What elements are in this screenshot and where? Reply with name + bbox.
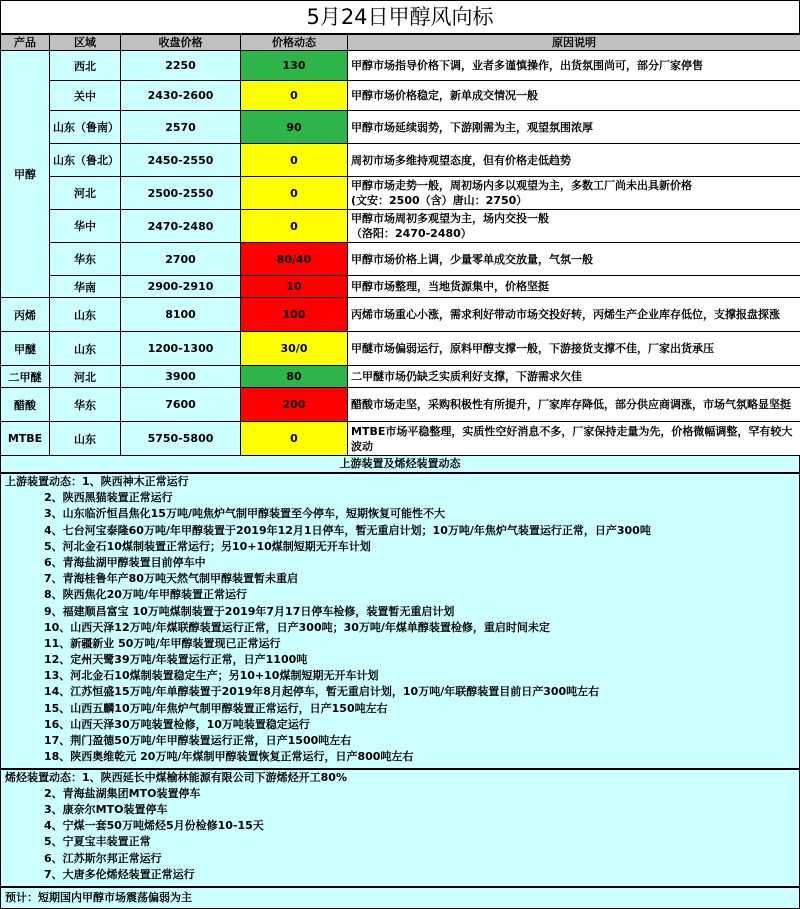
list-item: 8、陕西焦化20万吨/年甲醇装置正常运行 [44, 588, 247, 602]
list-item: 5、宁夏宝丰装置正常 [44, 835, 151, 849]
table-row [1, 111, 800, 144]
price-cell: 2570 [121, 111, 241, 144]
table-row [1, 298, 800, 332]
list-item: 4、七台河宝泰隆60万吨/年甲醇装置于2019年12月1日停车，暂无重启计划；10万吨/年焦炉气装置运行正常，日产300吨 [44, 523, 651, 537]
price-cell: 2700 [121, 243, 241, 276]
list-item: 6、江苏斯尔邦正常运行 [44, 851, 162, 865]
price-cell: 3900 [121, 366, 241, 388]
list-item: 17、荆门盈德50万吨/年甲醇装置运行正常，日产1500吨左右 [44, 734, 352, 747]
list-item: 2、陕西黑猫装置正常运行 [44, 491, 173, 505]
section-title: 上游装置及烯烃装置动态 [0, 455, 800, 473]
region-cell: 山东（鲁南） [50, 111, 121, 144]
price-cell: 7600 [121, 388, 241, 422]
reason-cell [348, 210, 800, 243]
reason-line: 甲醇市场走势一般，周初场内多以观望为主，多数工厂尚未出具新价格 [351, 179, 692, 192]
price-cell: 1200-1300 [121, 332, 241, 366]
change-cell: 0 [241, 210, 348, 243]
reason-cell: 醋酸市场走坚，采购积极性有所提升，厂家库存降低，部分供应商调涨，市场气氛略显坚挺 [348, 388, 800, 422]
price-cell: 2900-2910 [121, 276, 241, 298]
reason-line: (文安：2500（含）唐山：2750） [351, 194, 528, 207]
table-row [1, 243, 800, 276]
list-item: 13、河北金石10煤制装置稳定生产；另10+10煤制短期无开车计划 [44, 669, 379, 683]
price-cell: 2450-2550 [121, 144, 241, 177]
change-cell: 0 [241, 177, 348, 210]
list-item: 12、定州天鹭39万吨/年装置运行正常，日产1100吨 [44, 653, 308, 667]
page-title: 5月24日甲醇风向标 [0, 0, 800, 34]
olefin-head: 烯烃装置动态：1、陕西延长中煤榆林能源有限公司下游烯烃开工80% [5, 770, 347, 784]
reason-cell: 甲醚市场偏弱运行，原料甲醇支撑一般，下游接货支撑不佳，厂家出货承压 [348, 332, 800, 366]
region-cell: 华中 [50, 210, 121, 243]
change-cell: 10 [241, 276, 348, 298]
reason-cell: 甲醇市场价格稳定，新单成交情况一般 [348, 81, 800, 111]
region-cell: 华南 [50, 276, 121, 298]
table-row [1, 177, 800, 210]
change-cell: 0 [241, 144, 348, 177]
forecast-text: 预计：短期国内甲醇市场震荡偏弱为主 [0, 887, 800, 909]
olefin-status-box [0, 769, 800, 887]
upstream-head: 上游装置动态：1、陕西神木正常运行 [5, 475, 189, 488]
table-row [1, 422, 800, 456]
price-cell: 8100 [121, 298, 241, 332]
region-cell: 山东 [50, 422, 121, 456]
product-cell: 甲醇 [1, 51, 50, 298]
region-cell: 关中 [50, 81, 121, 111]
header-region: 区域 [50, 35, 121, 51]
price-cell: 2500-2550 [121, 177, 241, 210]
reason-cell: 甲醇市场指导价格下调，业者多谨慎操作，出货氛围尚可，部分厂家停售 [348, 51, 800, 81]
list-item: 3、山东临沂恒昌焦化15万吨/吨焦炉气制甲醇装置至今停车，短期恢复可能性不大 [44, 507, 445, 521]
region-cell: 山东 [50, 332, 121, 366]
list-item: 15、山西五麟10万吨/年焦炉气制甲醇装置正常运行，日产150吨左右 [44, 701, 388, 715]
table-row [1, 144, 800, 177]
region-cell: 西北 [50, 51, 121, 81]
product-cell: 醋酸 [1, 388, 50, 422]
change-cell: 90 [241, 111, 348, 144]
list-item: 6、青海盐湖甲醇装置目前停车中 [44, 555, 206, 569]
reason-cell: 甲醇市场延续弱势，下游刚需为主，观望氛围浓厚 [348, 111, 800, 144]
table-row [1, 332, 800, 366]
reason-cell [348, 177, 800, 210]
product-cell: 丙烯 [1, 298, 50, 332]
table-row [1, 276, 800, 298]
change-cell: 80 [241, 366, 348, 388]
list-item: 11、新疆新业 50万吨/年甲醇装置现已正常运行 [44, 636, 281, 650]
list-item: 7、大唐多伦烯烃装置正常运行 [44, 867, 195, 881]
upstream-status-box [0, 473, 800, 769]
region-cell: 华东 [50, 243, 121, 276]
table-row [1, 51, 800, 81]
price-cell: 5750-5800 [121, 422, 241, 456]
reason-cell: 周初市场多维持观望态度，但有价格走低趋势 [348, 144, 800, 177]
table-row [1, 210, 800, 243]
list-item: 3、康奈尔MTO装置停车 [44, 802, 168, 816]
list-item: 5、河北金石10煤制装置正常运行；另10+10煤制短期无开车计划 [44, 539, 371, 553]
region-cell: 山东（鲁北） [50, 144, 121, 177]
change-cell: 0 [241, 422, 348, 456]
list-item: 4、宁煤一套50万吨烯烃5月份检修10-15天 [44, 819, 264, 833]
header-change: 价格动态 [241, 35, 348, 51]
price-cell: 2430-2600 [121, 81, 241, 111]
list-item: 9、福建顺昌富宝 10万吨煤制装置于2019年7月17日停车检修，装置暂无重启计划 [44, 604, 455, 618]
reason-cell: 甲醇市场整理，当地货源集中，价格坚挺 [348, 276, 800, 298]
header-price: 收盘价格 [121, 35, 241, 51]
table-row [1, 366, 800, 388]
reason-cell: MTBE市场平稳整理，实质性空好消息不多，厂家保持走量为先，价格微幅调整，罕有较大波动 [348, 422, 800, 456]
change-cell: 200 [241, 388, 348, 422]
table-row [1, 81, 800, 111]
product-cell: MTBE [1, 422, 50, 456]
list-item: 18、陕西奥维乾元 20万吨/年煤制甲醇装置恢复正常运行，日产800吨左右 [44, 750, 414, 764]
change-cell: 100 [241, 298, 348, 332]
region-cell: 华东 [50, 388, 121, 422]
table-header-row [1, 35, 800, 51]
region-cell: 河北 [50, 366, 121, 388]
list-item: 16、山西天泽30万吨装置检修，10万吨装置稳定运行 [44, 717, 310, 731]
header-reason: 原因说明 [348, 35, 800, 51]
reason-cell: 丙烯市场重心小涨，需求利好带动市场交投好转，丙烯生产企业库存低位，支撑报盘探涨 [348, 298, 800, 332]
list-item: 14、江苏恒盛15万吨/年单醇装置于2019年8月起停车，暂无重启计划，10万吨/年联醇装置目前日产300吨左右 [44, 685, 600, 699]
price-cell: 2250 [121, 51, 241, 81]
change-cell: 130 [241, 51, 348, 81]
reason-cell: 甲醇市场价格上调，少量零单成交放量，气氛一般 [348, 243, 800, 276]
product-cell: 二甲醚 [1, 366, 50, 388]
reason-cell: 二甲醚市场仍缺乏实质利好支撑，下游需求欠佳 [348, 366, 800, 388]
table-row [1, 388, 800, 422]
reason-line: 甲醇市场周初多观望为主，场内交投一般 [351, 212, 549, 225]
price-cell: 2470-2480 [121, 210, 241, 243]
list-item: 2、青海盐湖集团MTO装置停车 [44, 786, 201, 800]
reason-line: （洛阳：2470-2480） [351, 227, 472, 240]
region-cell: 山东 [50, 298, 121, 332]
change-cell: 30/0 [241, 332, 348, 366]
product-cell: 甲醚 [1, 332, 50, 366]
change-cell: 80/40 [241, 243, 348, 276]
list-item: 7、青海桂鲁年产80万吨天然气制甲醇装置暂未重启 [44, 572, 298, 586]
change-cell: 0 [241, 81, 348, 111]
header-product: 产品 [1, 35, 50, 51]
list-item: 10、山西天泽12万吨/年煤联醇装置运行正常，日产300吨；30万吨/年煤单醇装置检修，重启时间未定 [44, 620, 550, 634]
region-cell: 河北 [50, 177, 121, 210]
price-table [0, 34, 800, 456]
